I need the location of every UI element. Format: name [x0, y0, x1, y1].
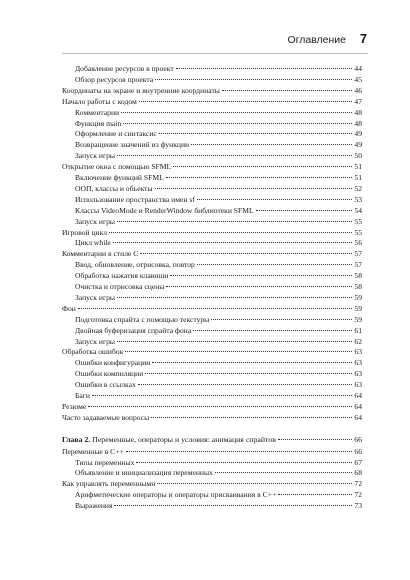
dot-leader: [151, 417, 352, 418]
toc-entry: [62, 346, 362, 357]
toc-entry-title: Функция main: [75, 118, 122, 128]
toc-entry-title: Запуск игры: [75, 151, 115, 161]
toc-page-number: 46: [354, 85, 362, 95]
toc-page-number: 62: [354, 336, 362, 346]
dot-leader: [126, 451, 353, 452]
dot-leader: [278, 439, 352, 440]
toc-entry-title: Арифметические операторы и операторы присваивания в C++: [75, 490, 277, 500]
toc-entry-title: Игровой цикл: [62, 227, 108, 237]
toc-entry: [75, 325, 362, 336]
toc-entry: [75, 183, 362, 194]
toc-entry-title: Координаты на экране и внутренние координаты: [62, 85, 220, 95]
toc-entry: [75, 368, 362, 379]
toc-page-number: 56: [354, 238, 362, 248]
toc-page-number: 49: [354, 129, 362, 139]
toc-entry: [75, 259, 362, 270]
toc-entry: [62, 412, 362, 423]
toc-entry-title: Двойная буферизация спрайта фона: [75, 325, 192, 335]
toc-entry-title: Ввод, обновление, отрисовка, повтор: [75, 260, 195, 270]
toc-page-number: 45: [354, 74, 362, 84]
toc-page-number: 61: [354, 325, 362, 335]
dot-leader: [117, 297, 352, 298]
toc-entry: [75, 63, 362, 74]
toc-page-number: 44: [354, 64, 362, 73]
dot-leader: [123, 123, 352, 124]
toc-entry: [62, 161, 362, 172]
toc-page-number: 51: [354, 173, 362, 182]
toc-entry-title: Оформление и синтаксис: [75, 129, 157, 139]
toc-entry-title: Использование пространства имен sf: [75, 194, 195, 204]
toc-entry-title: Классы VideoMode и RenderWindow библиотеки SFML: [75, 205, 254, 215]
toc-entry-title: Баги: [75, 391, 90, 400]
toc-entry: [75, 205, 362, 216]
toc-page-number: 52: [354, 183, 362, 193]
toc-page-number: 57: [354, 260, 362, 270]
toc-entry: [75, 457, 362, 468]
toc-entry-title: Переменные в C++: [62, 446, 124, 456]
toc-entry-title: Запуск игры: [75, 336, 115, 346]
toc-entry: [62, 401, 362, 412]
toc-entry: [62, 303, 362, 314]
dot-leader: [159, 133, 353, 134]
toc-page-number: 64: [354, 412, 362, 422]
dot-leader: [92, 395, 352, 396]
toc-page-number: 58: [354, 282, 362, 291]
dot-leader: [140, 253, 352, 254]
toc-entry: [75, 194, 362, 205]
toc-page-number: 72: [354, 479, 362, 489]
toc-entry-title: Выражения: [75, 501, 113, 511]
dot-leader: [155, 188, 353, 189]
toc-page-number: 59: [354, 303, 362, 313]
dot-leader: [145, 373, 352, 374]
chapter-label: Глава 2.: [62, 434, 91, 444]
header-page-number: 7: [360, 32, 367, 46]
dot-leader: [278, 494, 352, 495]
toc-page-number: 59: [354, 292, 362, 302]
toc-page-number: 49: [354, 140, 362, 150]
toc-entry: [62, 478, 362, 489]
toc-entry: [75, 379, 362, 390]
toc-entry: [75, 281, 362, 292]
dot-leader: [121, 112, 352, 113]
toc-entry: [75, 216, 362, 227]
toc-page-number: 55: [354, 216, 362, 226]
toc-entry-title: Добавление ресурсов в проект: [75, 64, 174, 73]
toc-page-number: 73: [354, 501, 362, 511]
toc-entry-title: Включение функций SFML: [75, 173, 164, 182]
toc-entry-title: Ошибки конфигурации: [75, 358, 151, 368]
toc-entry-title: Начало работы с кодом: [62, 96, 137, 106]
toc-entry-title: Подготовка спрайта с помощью текстуры: [75, 314, 210, 324]
toc-entry: [62, 96, 362, 107]
dot-leader: [139, 101, 353, 102]
toc-page-number: 63: [354, 347, 362, 357]
dot-leader: [109, 232, 352, 233]
toc-page-number: 63: [354, 358, 362, 368]
toc-page-number: 48: [354, 118, 362, 128]
toc-chapter-entry: [62, 434, 362, 445]
dot-leader: [157, 483, 352, 484]
dot-leader: [193, 330, 352, 331]
toc-entry: [75, 107, 362, 118]
toc-entry-title: [62, 434, 276, 445]
toc-entry: [75, 139, 362, 150]
toc-page-number: 66: [354, 434, 362, 444]
toc-entry-title: Ошибки компиляции: [75, 369, 144, 379]
toc-entry-title: Запуск игры: [75, 292, 115, 302]
toc-entry-title: Объявление и инициализация переменных: [75, 468, 213, 478]
toc-page-number: 50: [354, 151, 362, 161]
toc-entry-title: Обработка ошибок: [62, 347, 124, 357]
toc-page-number: 67: [354, 457, 362, 467]
toc-entry-title: Комментарии: [75, 107, 120, 117]
toc-page-number: 55: [354, 227, 362, 237]
dot-leader: [136, 462, 352, 463]
dot-leader: [88, 406, 352, 407]
toc-entry-title: Типы переменных: [75, 457, 135, 467]
toc-entry: [75, 118, 362, 129]
toc-page-number: 64: [354, 391, 362, 400]
toc-entry: [75, 74, 362, 85]
dot-leader: [197, 264, 353, 265]
toc-entry: [75, 489, 362, 500]
toc-entry-title: Фон: [62, 303, 76, 313]
dot-leader: [155, 79, 352, 80]
dot-leader: [191, 144, 352, 145]
toc-entry: [75, 336, 362, 347]
toc-page-number: 53: [354, 194, 362, 204]
toc-page-number: 63: [354, 380, 362, 390]
dot-leader: [211, 319, 352, 320]
toc-entry-title: Часто задаваемые вопросы: [62, 412, 150, 422]
toc-entry: [62, 446, 362, 457]
toc-page-number: 59: [354, 314, 362, 324]
toc-entry: [62, 227, 362, 238]
dot-leader: [125, 351, 352, 352]
toc-entry: [75, 150, 362, 161]
toc-entry-title: Очистка и отрисовка сцены: [75, 282, 165, 291]
running-header: [62, 29, 368, 54]
dot-leader: [138, 384, 353, 385]
toc-entry-title: Резюме: [62, 401, 87, 411]
toc-entry-title: ООП, классы и объекты: [75, 183, 153, 193]
toc-page-number: 58: [354, 271, 362, 281]
toc-entry: [75, 292, 362, 303]
toc-entry: [75, 500, 362, 511]
dot-leader: [78, 308, 353, 309]
toc-entry: [75, 357, 362, 368]
dot-leader: [256, 210, 353, 211]
toc-entry-title: Комментарии в стиле С: [62, 249, 139, 259]
toc-entry: [75, 237, 362, 248]
toc-entry: [75, 270, 362, 281]
dot-leader: [215, 472, 353, 473]
toc-entry: [75, 314, 362, 325]
toc-page-number: 54: [354, 205, 362, 215]
toc-entry: [75, 390, 362, 401]
toc-page-number: 64: [354, 401, 362, 411]
dot-leader: [152, 362, 352, 363]
dot-leader: [166, 177, 353, 178]
dot-leader: [173, 166, 352, 167]
dot-leader: [222, 90, 353, 91]
dot-leader: [197, 199, 353, 200]
dot-leader: [113, 242, 353, 243]
dot-leader: [117, 341, 352, 342]
toc-entry-title: Цикл while: [75, 238, 111, 248]
toc-entry: [75, 467, 362, 478]
toc-entry: [75, 128, 362, 139]
chapter-title: Переменные, операторы и условия: анимация спрайтов: [92, 434, 276, 444]
toc-entry-title: Обработка нажатия клавиши: [75, 271, 169, 281]
toc-page-number: 66: [354, 446, 362, 456]
toc-page-number: 48: [354, 107, 362, 117]
toc-entry: [62, 248, 362, 259]
dot-leader: [114, 505, 352, 506]
toc-page-number: 51: [354, 162, 362, 172]
header-title: Оглавление: [287, 34, 346, 46]
dot-leader: [117, 221, 352, 222]
toc-entry: [75, 172, 362, 183]
toc-entry-title: Возвращение значений из функции: [75, 140, 190, 150]
toc-page-number: 72: [354, 490, 362, 500]
dot-leader: [117, 155, 352, 156]
toc-entry-title: Запуск игры: [75, 216, 115, 226]
toc-entry: [62, 85, 362, 96]
toc-page-number: 57: [354, 249, 362, 259]
toc-entry-title: Обзор ресурсов проекта: [75, 74, 154, 84]
toc-page-number: 47: [354, 96, 362, 106]
toc-page-number: 68: [354, 468, 362, 478]
dot-leader: [176, 68, 353, 69]
toc-entry-title: Открытие окна с помощью SFML: [62, 162, 172, 172]
toc-page-number: 63: [354, 369, 362, 379]
toc-entry-title: Ошибки в ссылках: [75, 380, 136, 390]
dot-leader: [170, 275, 352, 276]
dot-leader: [166, 286, 352, 287]
toc-entry-title: Как управлять переменными: [62, 479, 156, 489]
